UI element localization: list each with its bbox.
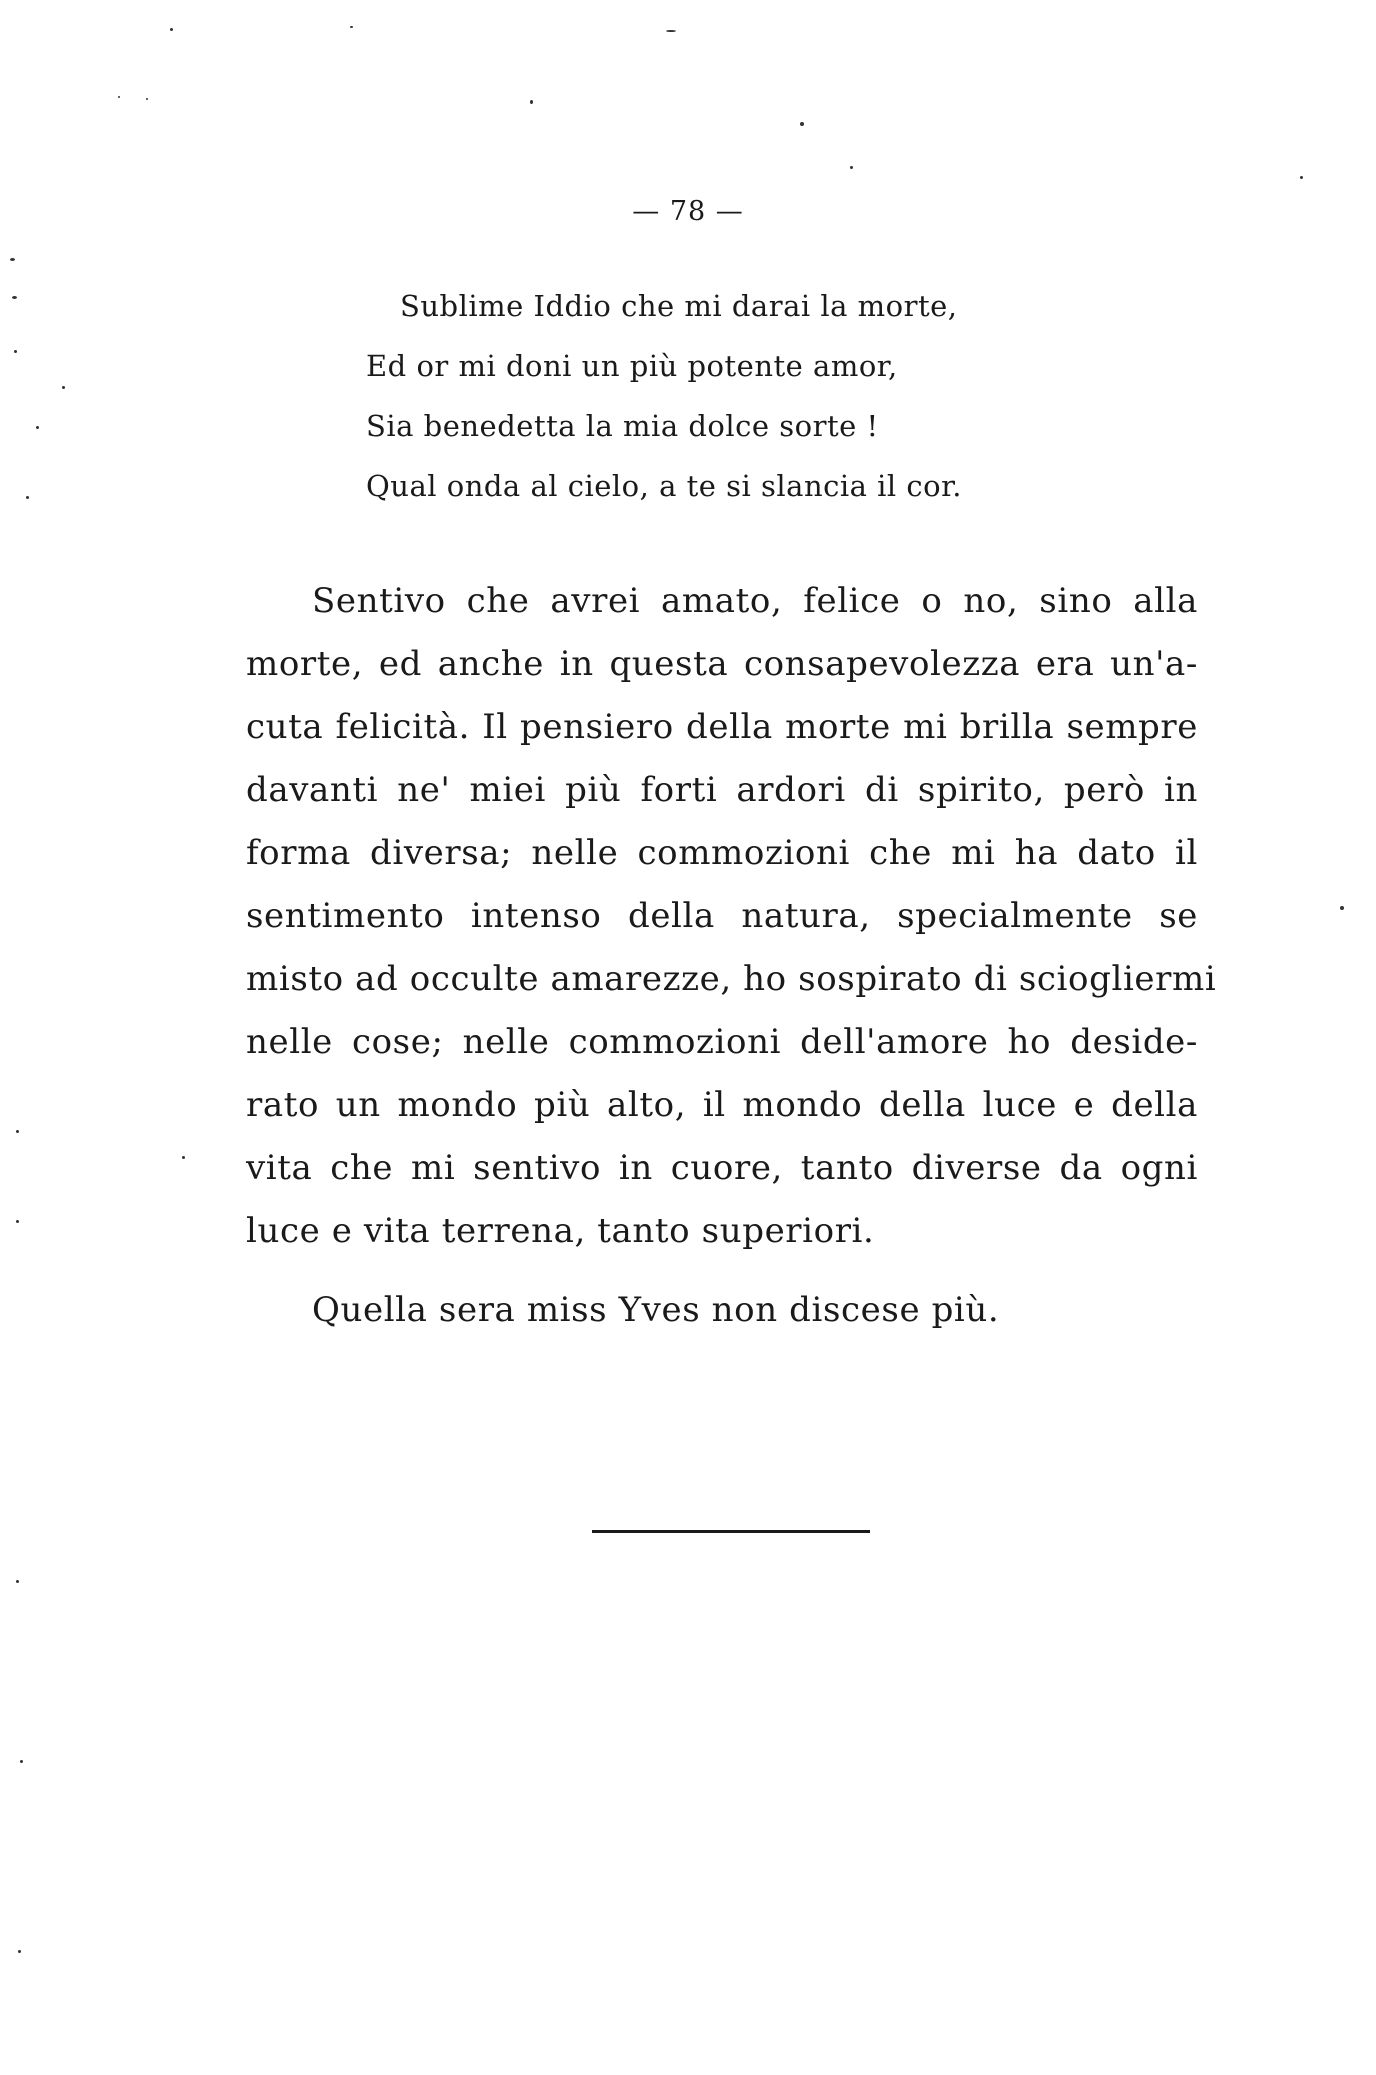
prose-line: davanti ne' miei più forti ardori di spirito, però in — [246, 770, 1198, 810]
poem-line: Sia benedetta la mia dolce sorte ! — [366, 409, 879, 443]
prose-line: morte, ed anche in questa consapevolezza era un'a- — [246, 644, 1198, 684]
prose-line: Quella sera miss Yves non discese più. — [312, 1290, 1000, 1330]
prose-line: misto ad occulte amarezze, ho sospirato di sciogliermi — [246, 959, 1217, 999]
prose-line: Sentivo che avrei amato, felice o no, sino alla — [312, 581, 1198, 621]
page-number: — 78 — — [632, 196, 744, 227]
prose-line: vita che mi sentivo in cuore, tanto diverse da ogni — [246, 1148, 1198, 1188]
poem-line: Qual onda al cielo, a te si slancia il cor. — [366, 469, 963, 503]
prose-line: rato un mondo più alto, il mondo della luce e della — [246, 1085, 1198, 1125]
prose-line: forma diversa; nelle commozioni che mi ha dato il — [246, 833, 1198, 873]
prose-line: luce e vita terrena, tanto superiori. — [246, 1211, 875, 1251]
poem-line: Ed or mi doni un più potente amor, — [366, 349, 898, 383]
prose-line: nelle cose; nelle commozioni dell'amore ho deside- — [246, 1022, 1198, 1062]
poem-line: Sublime Iddio che mi darai la morte, — [400, 289, 958, 323]
prose-line: cuta felicità. Il pensiero della morte mi brilla sempre — [246, 707, 1198, 747]
prose-line: sentimento intenso della natura, specialmente se — [246, 896, 1198, 936]
section-divider — [592, 1530, 870, 1533]
